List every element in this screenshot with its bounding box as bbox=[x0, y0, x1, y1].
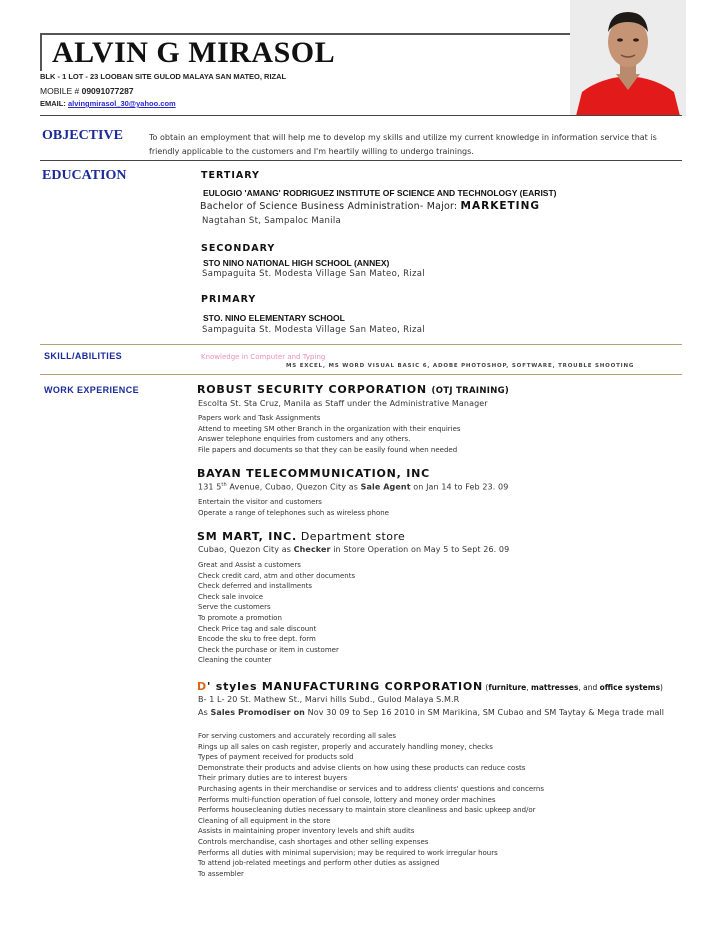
smmart-duties bbox=[198, 560, 355, 666]
bayan-duties bbox=[198, 497, 389, 518]
dstyles-duty: Cleaning of all equipment in the store bbox=[198, 816, 331, 825]
skills-heading: SKILL/ABILITIES bbox=[44, 351, 122, 361]
dstyles-product-1: furniture bbox=[488, 683, 527, 692]
skills-divider bbox=[40, 374, 682, 375]
address-line: BLK - 1 LOT - 23 LOOBAN SITE GULOD MALAYA SAN MATEO, RIZAL bbox=[40, 72, 287, 81]
primary-label: PRIMARY bbox=[201, 294, 257, 305]
dstyles-duty: Performs multi-function operation of fuel console, lottery and money order machines bbox=[198, 795, 496, 804]
dstyles-duty: Their primary duties are to interest buyers bbox=[198, 774, 348, 783]
dstyles-duty: Demonstrate their products and advise clients on how using these products can reduce costs bbox=[198, 763, 526, 772]
smmart-duty: Encode the sku to free dept. form bbox=[198, 635, 316, 644]
degree-major: MARKETING bbox=[460, 200, 540, 212]
robust-duty: File papers and documents so that they can be easily found when needed bbox=[198, 445, 458, 454]
mobile-label: MOBILE # bbox=[40, 86, 80, 96]
bayan-duty: Operate a range of telephones such as wireless phone bbox=[198, 508, 389, 517]
smmart-duty: To promote a promotion bbox=[198, 613, 282, 622]
smmart-duty: Serve the customers bbox=[198, 603, 271, 612]
mobile-number: 09091077287 bbox=[81, 86, 134, 96]
robust-company-name: ROBUST SECURITY CORPORATION bbox=[197, 383, 427, 396]
dstyles-pos-b: Nov 30 09 to Sep 16 2010 in SM Marikina, SM Cubao and SM Taytay & Mega trade mall bbox=[304, 708, 665, 717]
dstyles-paren-close: ) bbox=[660, 683, 663, 692]
dstyles-address: B- 1 L- 20 St. Mathew St., Marvi hills Subd., Gulod Malaya S.M.R bbox=[198, 695, 460, 704]
applicant-name: ALVIN G MIRASOL bbox=[52, 36, 336, 69]
dstyles-duty: Performs housecleaning duties necessary to maintain store cleanliness and basic upkeep and/or bbox=[198, 806, 536, 815]
dstyles-duties bbox=[198, 731, 544, 879]
robust-duty: Attend to meeting SM other Branch in the organization with their enquiries bbox=[198, 424, 461, 433]
mobile-line bbox=[40, 86, 134, 96]
dstyles-duty: To attend job-related meetings and perform other duties as assigned bbox=[198, 859, 440, 868]
bayan-company: BAYAN TELECOMMUNICATION, INC bbox=[197, 467, 431, 480]
bayan-pos-c: on Jan 14 to Feb 23. 09 bbox=[410, 482, 509, 492]
objective-divider bbox=[40, 160, 682, 161]
bayan-pos-b: Avenue, Cubao, Quezon City as bbox=[226, 482, 361, 492]
tertiary-address: Nagtahan St, Sampaloc Manila bbox=[202, 216, 342, 226]
tertiary-school: EULOGIO 'AMANG' RODRIGUEZ INSTITUTE OF SCIENCE AND TECHNOLOGY (EARIST) bbox=[203, 188, 557, 198]
smmart-duty: Check credit card, atm and other documents bbox=[198, 571, 356, 580]
email-label: EMAIL: bbox=[40, 99, 66, 108]
robust-position: Escolta St. Sta Cruz, Manila as Staff under the Administrative Manager bbox=[198, 399, 488, 408]
smmart-duty: Check sale invoice bbox=[198, 592, 264, 601]
smmart-duty: Cleaning the counter bbox=[198, 656, 272, 665]
profile-photo-image bbox=[570, 0, 686, 116]
smmart-company-sub: Department store bbox=[297, 530, 406, 543]
smmart-role: Checker bbox=[293, 545, 331, 554]
dstyles-company bbox=[197, 680, 663, 693]
dstyles-duty: For serving customers and accurately recording all sales bbox=[198, 732, 397, 740]
dstyles-products bbox=[483, 683, 663, 692]
primary-address: Sampaguita St. Modesta Village San Mateo, Rizal bbox=[202, 325, 425, 335]
bayan-role: Sale Agent bbox=[360, 482, 411, 492]
bayan-pos-a: 131 5 bbox=[198, 482, 222, 492]
tertiary-degree bbox=[200, 200, 540, 212]
dstyles-pos-a: As bbox=[198, 708, 211, 717]
skills-line-1: Knowledge in Computer and Typing bbox=[201, 353, 326, 361]
robust-duty: Papers work and Task Assignments bbox=[198, 414, 321, 422]
dstyles-company-name: ' styles MANUFACTURING CORPORATION bbox=[206, 680, 484, 693]
dstyles-d-letter: D bbox=[197, 680, 207, 693]
smmart-duty: Great and Assist a customers bbox=[198, 561, 301, 569]
robust-company-tag: (OTJ TRAINING) bbox=[431, 386, 510, 396]
dstyles-duty: Rings up all sales on cash register, properly and accurately handling money, checks bbox=[198, 742, 493, 751]
robust-company bbox=[197, 383, 509, 396]
objective-line-1: To obtain an employment that will help me to develop my skills and utilize my current knowledge in information service that is bbox=[149, 133, 657, 142]
dstyles-duty: To assembler bbox=[198, 869, 244, 878]
dstyles-role: Sales Promodiser on bbox=[210, 708, 305, 717]
dstyles-sep-1: , bbox=[526, 683, 532, 692]
objective-line-2: friendly applicable to the customers and I'm heartily willing to undergo trainings. bbox=[149, 147, 474, 156]
robust-duty: Answer telephone enquiries from customers and any others. bbox=[198, 435, 411, 444]
objective-text bbox=[149, 131, 684, 159]
smmart-duty: Check Price tag and sale discount bbox=[198, 624, 317, 633]
smmart-position bbox=[198, 545, 509, 554]
objective-heading: OBJECTIVE bbox=[42, 128, 123, 143]
bayan-duty: Entertain the visitor and customers bbox=[198, 498, 322, 506]
dstyles-duty: Performs all duties with minimal supervision; may be required to work irregular hours bbox=[198, 848, 498, 857]
skills-line-2: MS EXCEL, MS WORD VISUAL BASIC 6, ADOBE PHOTOSHOP, SOFTWARE, TROUBLE SHOOTING bbox=[286, 363, 635, 369]
dstyles-duty: Types of payment received for products sold bbox=[198, 753, 354, 762]
dstyles-paren-open: ( bbox=[483, 683, 489, 692]
header-divider bbox=[40, 115, 682, 116]
secondary-label: SECONDARY bbox=[201, 243, 276, 254]
secondary-address: Sampaguita St. Modesta Village San Mateo, Rizal bbox=[202, 269, 425, 279]
smmart-company bbox=[197, 530, 405, 543]
dstyles-duty: Assists in maintaining proper inventory levels and shift audits bbox=[198, 827, 415, 836]
education-divider bbox=[40, 344, 682, 345]
dstyles-product-3: office systems bbox=[599, 683, 661, 692]
dstyles-sep-2: , and bbox=[578, 683, 600, 692]
dstyles-duty: Purchasing agents in their merchandise or services and to address clients' questions and concerns bbox=[198, 784, 544, 793]
robust-duties bbox=[198, 413, 461, 455]
bayan-pos-sup: th bbox=[221, 482, 227, 488]
smmart-pos-a: Cubao, Quezon City as bbox=[198, 545, 294, 554]
work-heading: WORK EXPERIENCE bbox=[44, 385, 140, 395]
bayan-position bbox=[198, 482, 508, 492]
smmart-pos-b: in Store Operation on May 5 to Sept 26. 09 bbox=[330, 545, 510, 554]
education-heading: EDUCATION bbox=[42, 168, 127, 183]
email-line bbox=[40, 99, 176, 108]
smmart-duty: Check deferred and installments bbox=[198, 582, 313, 591]
primary-school: STO. NINO ELEMENTARY SCHOOL bbox=[203, 313, 345, 323]
email-link[interactable]: alvingmirasol_30@yahoo.com bbox=[67, 99, 176, 108]
dstyles-product-2: mattresses bbox=[531, 683, 579, 692]
smmart-company-name: SM MART, INC. bbox=[197, 530, 298, 543]
tertiary-label: TERTIARY bbox=[201, 170, 260, 181]
smmart-duty: Check the purchase or item in customer bbox=[198, 645, 339, 654]
dstyles-position bbox=[198, 708, 664, 717]
dstyles-duty: Controls merchandise, cash shortages and other selling expenses bbox=[198, 837, 429, 846]
profile-photo bbox=[570, 0, 686, 116]
secondary-school: STO NINO NATIONAL HIGH SCHOOL (ANNEX) bbox=[203, 258, 390, 268]
degree-text: Bachelor of Science Business Administration- Major: bbox=[200, 201, 458, 212]
